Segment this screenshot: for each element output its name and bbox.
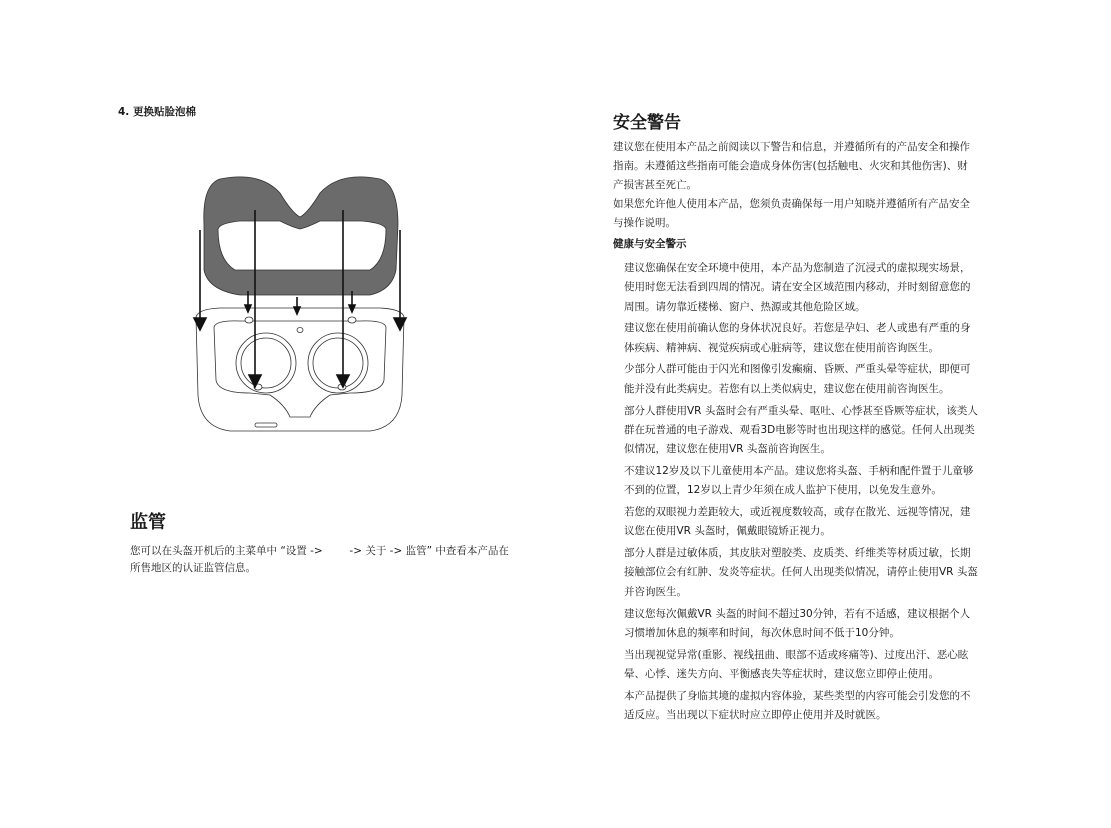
health-warnings-list <box>624 259 980 728</box>
warning-item: 建议您在使用前确认您的身体状况良好。若您是孕妇、老人或患有严重的身体疾病、精神病、视觉疾病或心脏病等，建议您在使用前咨询医生。 <box>624 322 971 354</box>
warning-item: 本产品提供了身临其境的虚拟内容体验，某些类型的内容可能会引发您的不适反应。当出现以下症状时应立即停止使用并及时就医。 <box>624 689 971 722</box>
warning-item: 不建议12岁及以下儿童使用本产品。建议您将头盔、手柄和配件置于儿童够不到的位置，12岁以上青少年须在成人监护下使用，以免发生意外。 <box>624 464 974 497</box>
safety-intro <box>613 138 973 233</box>
warning-item: 当出现视觉异常(重影、视线扭曲、眼部不适或疼痛等)、过度出汗、恶心眩晕、心悸、迷失方向、平衡感丧失等症状时，建议您立即停止使用。 <box>624 648 969 680</box>
warning-item: 少部分人群可能由于闪光和图像引发癫痫、昏厥、严重头晕等症状，即便可能并没有此类病史。若您有以上类似病史，建议您在使用前咨询医生。 <box>624 363 971 395</box>
headset-body <box>196 308 404 431</box>
warning-item: 部分人群是过敏体质，其皮肤对塑胶类、皮质类、纤维类等材质过敏，长期接触部位会有红肿、发炎等症状。任何人出现类似情况，请停止使用VR 头盔并咨询医生。 <box>624 547 978 598</box>
intro-paragraph: 建议您在使用本产品之前阅读以下警告和信息，并遵循所有的产品安全和操作指南。未遵循这些指南可能会造成身体伤害(包括触电、火灾和其他伤害)、财产损害甚至死亡。 <box>613 141 970 191</box>
warning-item: 若您的双眼视力差距较大，或近视度数较高，或存在散光、远视等情况，建议您在使用VR 头盔时，佩戴眼镜矫正视力。 <box>624 506 971 538</box>
warning-item: 建议您每次佩戴VR 头盔的时间不超过30分钟，若有不适感，建议根据个人习惯增加休息的频率和时间，每次休息时间不低于10分钟。 <box>624 607 971 639</box>
safety-warning-title: 安全警告 <box>613 113 681 133</box>
regulatory-title: 监管 <box>130 512 166 533</box>
warning-item: 部分人群使用VR 头盔时会有严重头晕、呕吐、心悸甚至昏厥等症状，该类人群在玩普通的电子游戏、观看3D电影等时也出现这样的感觉。任何人出现类似情况，建议您在使用VR 头盔前咨询医生。 <box>624 404 978 456</box>
step-heading: 4. 更换贴脸泡棉 <box>118 106 196 118</box>
regulatory-text: 您可以在头盔开机后的主菜单中 “设置 -> -> 关于 -> 监管” 中查看本产品在所售地区的认证监管信息。 <box>130 545 509 574</box>
face-foam <box>204 177 398 295</box>
face-foam-replacement-illustration <box>180 165 420 445</box>
warning-item: 建议您确保在安全环境中使用，本产品为您制造了沉浸式的虚拟现实场景，使用时您无法看到四周的情况。请在安全区域范围内移动，并时刻留意您的周围。请勿靠近楼梯、窗户、热源或其他危险区域。 <box>624 262 971 313</box>
health-safety-heading: 健康与安全警示 <box>613 238 687 250</box>
intro-paragraph: 如果您允许他人使用本产品，您须负责确保每一用户知晓并遵循所有产品安全与操作说明。 <box>613 198 970 229</box>
